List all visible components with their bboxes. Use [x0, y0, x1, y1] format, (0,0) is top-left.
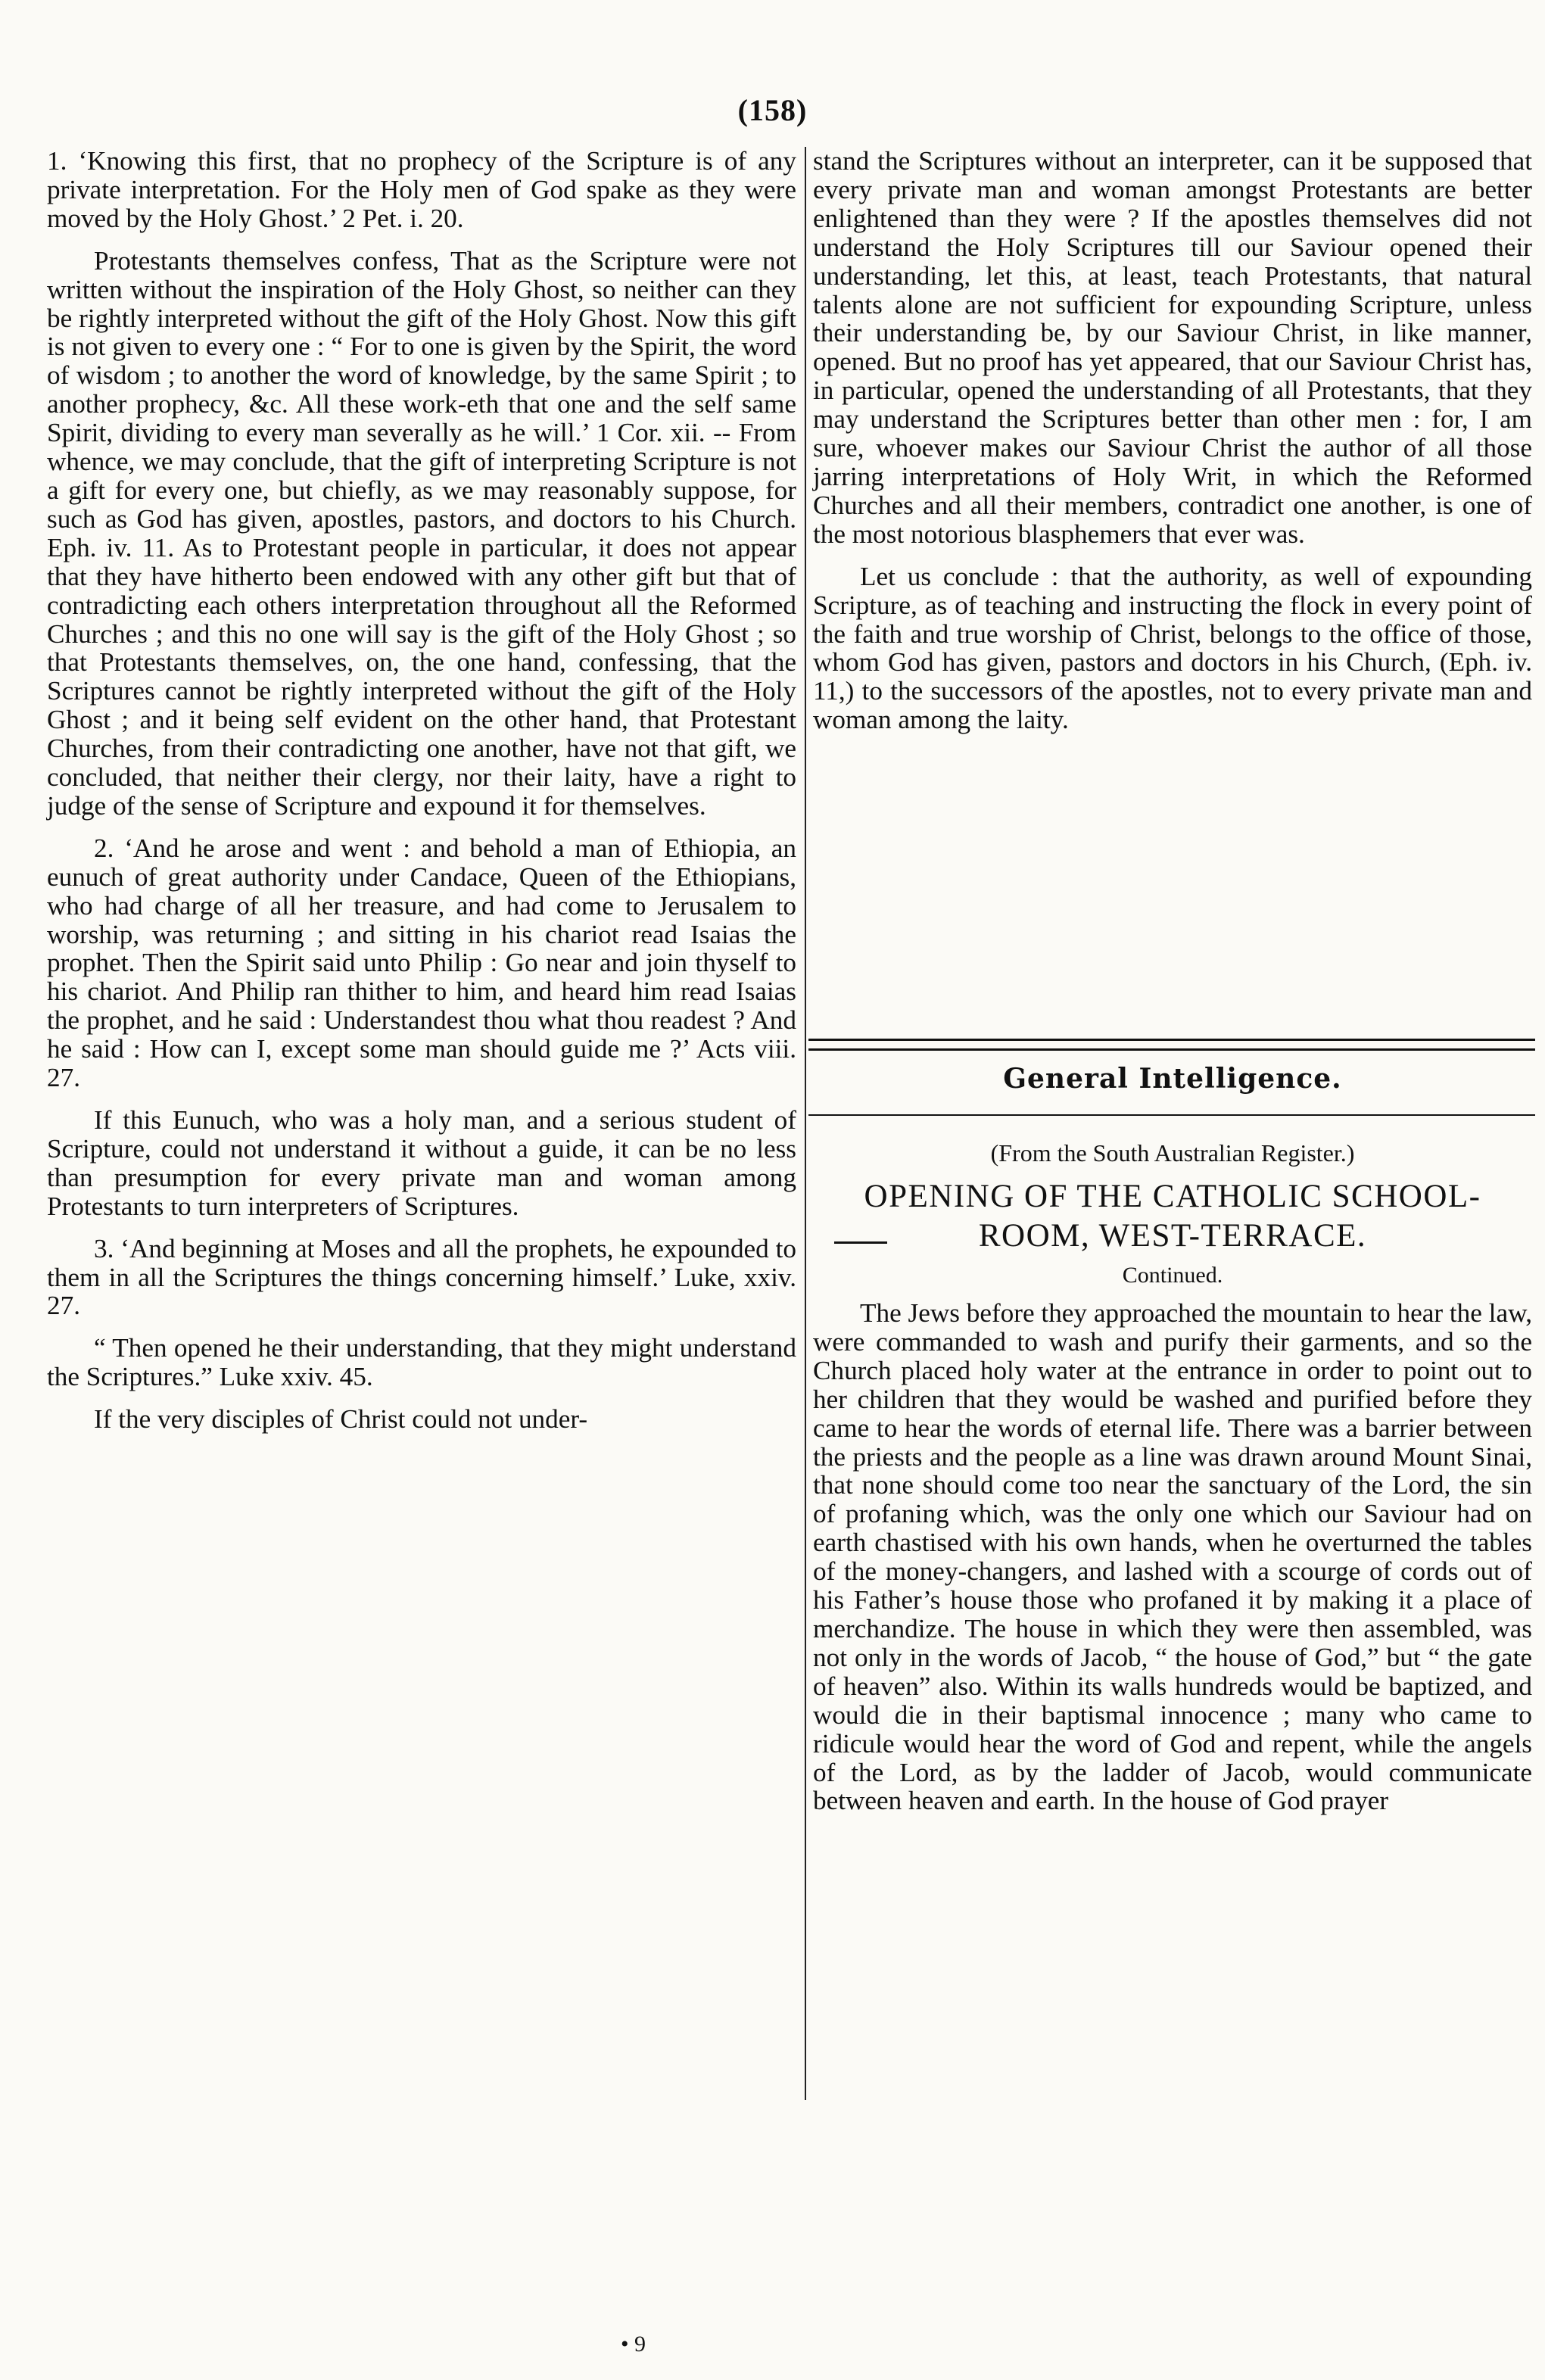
right-paragraph-2: Let us conclude : that the authority, as well of expounding Scripture, as of teaching and instructing the flock in every point of the faith and true worship of Christ, belongs to the office of those, whom God has given, pastors and doctors in his Church, (Eph. iv. 11,) to the successors of the apostles, not to every private man and woman among the laity. — [813, 561, 1532, 735]
paragraph-7: If the very disciples of Christ could not under- — [94, 1404, 588, 1435]
right-column-top — [813, 147, 1532, 734]
article-title: OPENING OF THE CATHOLIC SCHOOL-ROOM, WEST-TERRACE. — [864, 1179, 1481, 1254]
section-heading: General Intelligence. — [1003, 1063, 1342, 1095]
paragraph-2: Protestants themselves confess, That as the Scripture were not written without the inspiration of the Holy Ghost, so neither can they be rightly interpreted without the gift of the Holy Ghost. Now this gift is not given to every one : “ For to one is given by the Spirit, the word of wisdom ; to another the word of knowledge, by the same Spirit ; to another prophecy, &c. All these work-eth that one and the self same Spirit, dividing to every man severally as he will.’ 1 Cor. xii. -- From whence, we may conclude, that the gift of interpreting Scripture is not a gift for every one, but chiefly, as we may reasonably suppose, for such as God has given, apostles, pastors, and doctors to his Church. Eph. iv. 11. As to Protestant people in particular, it does not appear that they have hitherto been endowed with any other gift but that of contradicting each others interpretation throughout all the Reformed Churches ; and this no one will say is the gift of the Holy Ghost ; so that Protestants themselves, on, the one hand, confessing, that the Scriptures cannot be rightly interpreted without the gift of the Holy Ghost ; and it being self evident on the other hand, that Protestant Churches, from their contradicting one another, have not that gift, we concluded, that neither their clergy, nor their laity, have a right to judge of the sense of Scripture and expound it for themselves. — [47, 245, 796, 821]
paragraph-3: 2. ‘And he arose and went : and behold a man of Ethiopia, an eunuch of great authority under Candace, Queen of the Ethiopians, who had charge of all her treasure, and had come to Jerusalem to worship, was returning ; and sitting in his chariot read Isaias the prophet. Then the Spirit said unto Philip : Go near and join thyself to his chariot. And Philip ran thither to him, and heard him read Isaias the prophet, and he said : Understandest thou what thou readest ? And he said : How can I, except some man should guide me ?’ Acts viii. 27. — [47, 833, 796, 1093]
right-paragraph-1: stand the Scriptures without an interpreter, can it be supposed that every private man and woman amongst Protestants are better enlightened than they were ? If the apostles themselves did not understand the Holy Scriptures till our Saviour opened their understanding, let this, at least, teach Protestants, that natural talents alone are not sufficient for expounding Scripture, unless their understanding be, by our Saviour Christ, in like manner, opened. But no proof has yet appeared, that our Saviour Christ has, in particular, opened the understanding of all Protestants, that they may understand the Scriptures better than other men : for, I am sure, whoever makes our Saviour Christ the author of all those jarring interpretations of Holy Writ, in which the Reformed Churches and all their members, contradict one another, is one of the most notorious blasphemers that ever was. — [813, 146, 1532, 549]
paragraph-1: 1. ‘Knowing this first, that no prophecy of the Scripture is of any private interpretation. For the Holy men of God spake as they were moved by the Holy Ghost.’ 2 Pet. i. 20. — [47, 146, 796, 233]
page-number: (158) — [737, 93, 808, 127]
paragraph-5: 3. ‘And beginning at Moses and all the prophets, he expounded to them in all the Scriptures the things concerning himself.’ Luke, xxiv. 27. — [47, 1233, 796, 1321]
left-column — [47, 147, 796, 1434]
column-divider — [805, 147, 806, 2100]
source-line: (From the South Australian Register.) — [990, 1139, 1355, 1167]
continued-label: Continued. — [1122, 1263, 1223, 1288]
title-dash — [834, 1241, 887, 1244]
heading-rule — [808, 1114, 1535, 1116]
paragraph-6: “ Then opened he their understanding, that they might understand the Scriptures.” Luke xxiv. 45. — [47, 1333, 796, 1392]
article-body-column — [813, 1299, 1532, 1815]
paragraph-4: If this Eunuch, who was a holy man, and a serious student of Scripture, could not understand it without a guide, it can be no less than presumption for every private man and woman among Protestants to turn interpreters of Scriptures. — [47, 1105, 796, 1221]
section-double-rule — [808, 1039, 1535, 1051]
article-body: The Jews before they approached the mountain to hear the law, were commanded to wash and purify their garments, and so the Church placed holy water at the entrance in order to point out to her children that they would be washed and purified before they came to hear the words of eternal life. There was a barrier between the priests and the people as a line was drawn around Mount Sinai, that none should come too near the sanctuary of the Lord, the sin of profaning which, was the only one which our Saviour had on earth chastised with his own hands, when he overturned the tables of the money-changers, and lashed with a scourge of cords out of his Father’s house those who profaned it by making it a place of merchandize. The house in which they were then assembled, was not only in the words of Jacob, “ the house of God,” but “ the gate of heaven” also. Within its walls hundreds would be baptized, and would die in their baptismal innocence ; many who came to ridicule would hear the word of God and repent, while the angels of the Lord, as by the ladder of Jacob, would communicate between heaven and earth. In the house of God prayer — [813, 1298, 1532, 1816]
footer-marks: • 9 — [621, 2332, 646, 2357]
